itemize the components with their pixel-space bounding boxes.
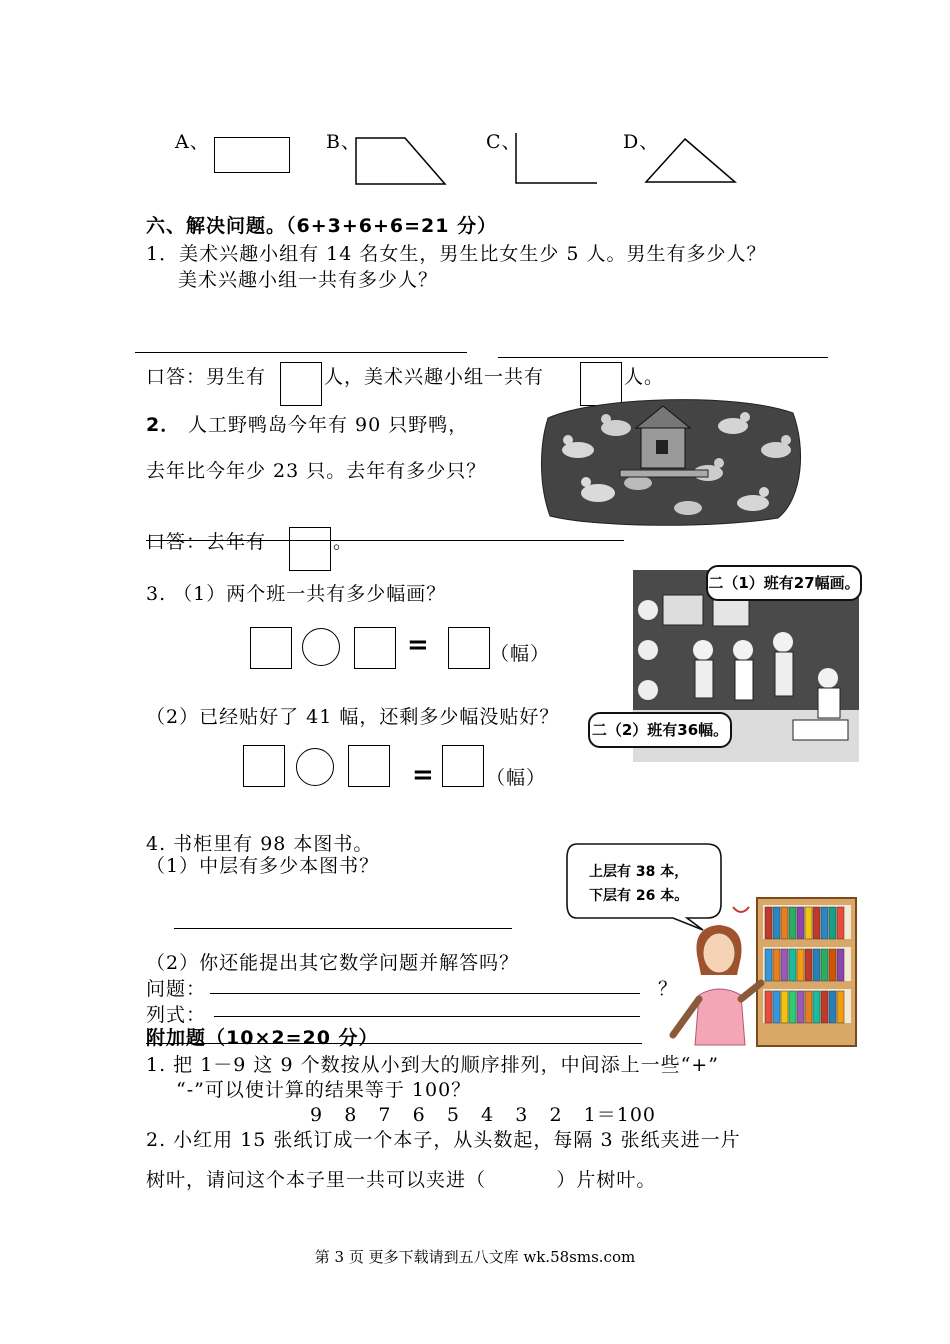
q2-line2: 去年比今年少 23 只。去年有多少只？	[146, 460, 487, 482]
q2-answer-suffix: 。	[333, 531, 354, 553]
q1-answer-line-1[interactable]	[135, 352, 467, 353]
q3-p1-equals: =	[407, 630, 429, 660]
q3-part2: （2）已经贴好了 41 幅，还剩多少幅没贴好？	[146, 706, 560, 728]
q1-line2: 美术兴趣小组一共有多少人？	[178, 269, 439, 291]
q2-number: 2．	[146, 414, 181, 436]
q2-answer-line[interactable]	[146, 540, 624, 541]
q3-unit2: （幅）	[486, 767, 547, 789]
q1-answer-prefix: 口答：男生有	[146, 366, 267, 388]
q3-p2-operand1-box[interactable]	[243, 745, 285, 787]
q3-p2-operator-circle[interactable]	[296, 748, 334, 786]
q4-formula-line[interactable]	[214, 1016, 640, 1017]
bonus-p1-line1: 1. 把 1－9 这 9 个数按从小到大的顺序排列，中间添上一些“+”	[146, 1054, 719, 1076]
trapezoid-shape	[355, 137, 447, 187]
q1-answer-line-2[interactable]	[498, 357, 828, 358]
bonus-divider-line	[146, 1043, 642, 1044]
q3-part1: 3. （1）两个班一共有多少幅画？	[146, 583, 447, 605]
option-b-label: B、	[326, 131, 361, 153]
q4-question-mark: ？	[658, 978, 679, 1000]
teacher-bookshelf-illustration	[665, 895, 858, 1047]
bonus-title: 附加题（10×2=20 分）	[146, 1027, 379, 1049]
books-bubble-line1: 上层有 38 本，	[589, 864, 689, 880]
q1-answer-mid: 人，美术兴趣小组一共有	[324, 366, 545, 388]
books-bubble-line2: 下层有 26 本。	[589, 888, 689, 904]
q4-p1-answer-line[interactable]	[174, 928, 512, 929]
q4-line1: 4. 书柜里有 98 本图书。	[146, 833, 374, 855]
page-footer: 第 3 页 更多下载请到五八文库 wk.58sms.com	[314, 1248, 636, 1266]
bonus-p2-line1: 2. 小红用 15 张纸订成一个本子，从头数起，每隔 3 张纸夹进一片	[146, 1129, 741, 1151]
q3-p1-operator-circle[interactable]	[302, 628, 340, 666]
q4-part2: （2）你还能提出其它数学问题并解答吗？	[146, 952, 520, 974]
q3-p2-equals: =	[412, 760, 434, 790]
q1-boys-answer-box[interactable]	[280, 362, 322, 406]
section-6-title: 六、解决问题。（6+3+6+6=21 分）	[146, 215, 498, 237]
q2-answer-box[interactable]	[289, 527, 331, 571]
q3-p2-result-box[interactable]	[442, 745, 484, 787]
q3-p2-operand2-box[interactable]	[348, 745, 390, 787]
rectangle-shape	[214, 137, 290, 173]
duck-island-illustration	[538, 388, 806, 528]
bonus-p2-line2: 树叶，请问这个本子里一共可以夹进（ ）片树叶。	[146, 1169, 657, 1191]
option-c-label: C、	[486, 131, 522, 153]
q1-answer-suffix: 人。	[624, 366, 665, 388]
q3-p1-operand2-box[interactable]	[354, 627, 396, 669]
q4-formula-label: 列式：	[146, 1004, 207, 1026]
q3-p1-result-box[interactable]	[448, 627, 490, 669]
q1-line1: 1．美术兴趣小组有 14 名女生，男生比女生少 5 人。男生有多少人？	[146, 243, 767, 265]
q4-part1: （1）中层有多少本图书？	[146, 855, 380, 877]
option-d-label: D、	[623, 131, 660, 153]
bonus-p1-line2: “-”可以使计算的结果等于 100？	[176, 1079, 472, 1101]
q2-line1: 人工野鸭岛今年有 90 只野鸭，	[188, 414, 469, 436]
class-2-2-speech-bubble: 二（2）班有36幅。	[588, 712, 732, 748]
q4-question-line[interactable]	[210, 993, 640, 994]
q4-question-label: 问题：	[146, 978, 207, 1000]
q3-p1-operand1-box[interactable]	[250, 627, 292, 669]
triangle-shape	[645, 138, 737, 184]
right-angle-shape	[515, 132, 599, 186]
class-2-1-speech-bubble: 二（1）班有27幅画。	[706, 565, 862, 601]
q3-unit1: （幅）	[490, 643, 551, 665]
option-a-label: A、	[175, 131, 210, 153]
bonus-p1-digits: 9 8 7 6 5 4 3 2 1＝100	[310, 1104, 657, 1126]
q2-answer-prefix: 口答：去年有	[146, 531, 267, 553]
